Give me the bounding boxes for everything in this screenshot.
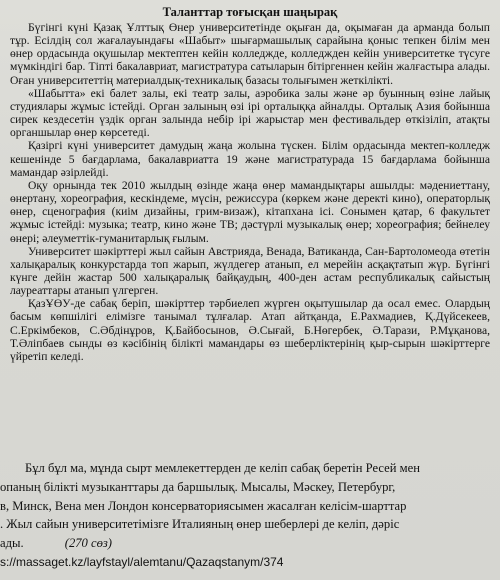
text-line: опаның білікті музыканттары да баршылық. Мысалы, Мәскеу, Петербург, [0, 479, 396, 494]
text-line: в, Минск, Вена мен Лондон консерваторияcымен жасалған келісім-шарттар [0, 498, 407, 513]
article-paragraph: «Шабытта» екі балет залы, екі театр залы, аэробика залы және әр буынның өзіне лайық студиялары жұмыс істейді. Орган залының өзі ірі орталыққа айналды. Орталық Азия бойынша сирек кездесетін үздік орган залында небір ірі жарыстар мен фестивальдер өткізіліп, атақты органшылар өнер көрсетеді. [10, 86, 490, 140]
article-paragraph: Университет шәкірттері жыл сайын Австрияда, Венада, Ватиканда, Сан-Бартоломеода өтетін халықаралық конкурстарда топ жарып, жүлдегер атанып, ел мерейін асқақтатып жүр. Бүгінгі күнге дейін жастар 500 халықаралық байқаудың, 400-ден астам республикалық сайыстың лауреаттары атанып үлгерген. [10, 244, 490, 298]
text-line [0, 534, 494, 553]
text-line-end: ады. [0, 536, 24, 551]
article-paragraph: ҚазҰӨУ-де сабақ беріп, шәкірттер тәрбиелеп жүрген оқытушылар да осал емес. Олардың басым көпшілігі елімізге танымал тұлғалар. Атап айтқанда, Е.Рахмадиев, Қ.Дүйсекеев, С.Еркімбеков, С.Әбдінұров, Қ.Байбосынов, Ә.Сығай, Б.Нөгербек, Ә.Тарази, Р.Мұқанова, Т.Әліпбаев сынды өз кәсібінің білікті мамандары өз шеберліктерінің қыр-сырын шәкірттерге үйретіп келеді. [10, 297, 490, 363]
text-line: Бұл бұл ма, мұнда сырт мемлекеттерден де келіп сабақ беретін Ресей мен [25, 461, 420, 475]
article-title: Таланттар тоғысқан шаңырақ [162, 5, 338, 19]
text-line: . Жыл сайын университетімізге Италияның өнер шеберлері де келіп, дәріс [0, 517, 400, 532]
continuation-text [0, 459, 500, 580]
word-count: (270 сөз) [64, 536, 112, 551]
article-paragraph: Оқу орнында тек 2010 жылдың өзінде жаңа өнер мамандықтары ашылды: мәдениеттану, өнертану, хореография, кескіндеме, мүсін, режиссура (көркем және деректі кино), операторлық өнер, сценография (киім дизайны, грим-визаж), кітапхана ісі. Сонымен қатар, 6 факультет жұмыс істейді: музыка; театр, кино және ТВ; дәстүрлі музыкалық өнер; хореография; бейнелеу өнері; әлеуметтік-гуманитарлық ғылым. [10, 178, 490, 245]
article-paragraph: Қазіргі күні университет дамудың жаңа жолына түскен. Білім ордасында мектеп-колледж кешенінде 5 бағдарлама, бакалавриатта 19 және магистратурада 15 бағдарлама бойынша мамандар әзірлейді. [10, 139, 490, 179]
article-paragraph: Бүгінгі күні Қазақ Ұлттық Өнер университетінде оқыған да, оқымаған да арманда болып тұр. Есілдің сол жағалауындағы «Шабыт» шығармашылық сарайына қоныс тепкен білім мен өнер ордасында оқушылар мектептен кейін колледжде, колледжден кейін университетке түсуге мүмкіндігі бар. Тіпті бакалавриат, магистратура сатыларын бітіргеннен кейін жалғастыра алады. Оған университеттің материалдық-техникалық базасы толығымен жеткілікті. [10, 21, 490, 87]
source-link[interactable]: s://massaget.kz/layfstayl/alemtanu/Qazaqstanym/374 [0, 554, 284, 569]
